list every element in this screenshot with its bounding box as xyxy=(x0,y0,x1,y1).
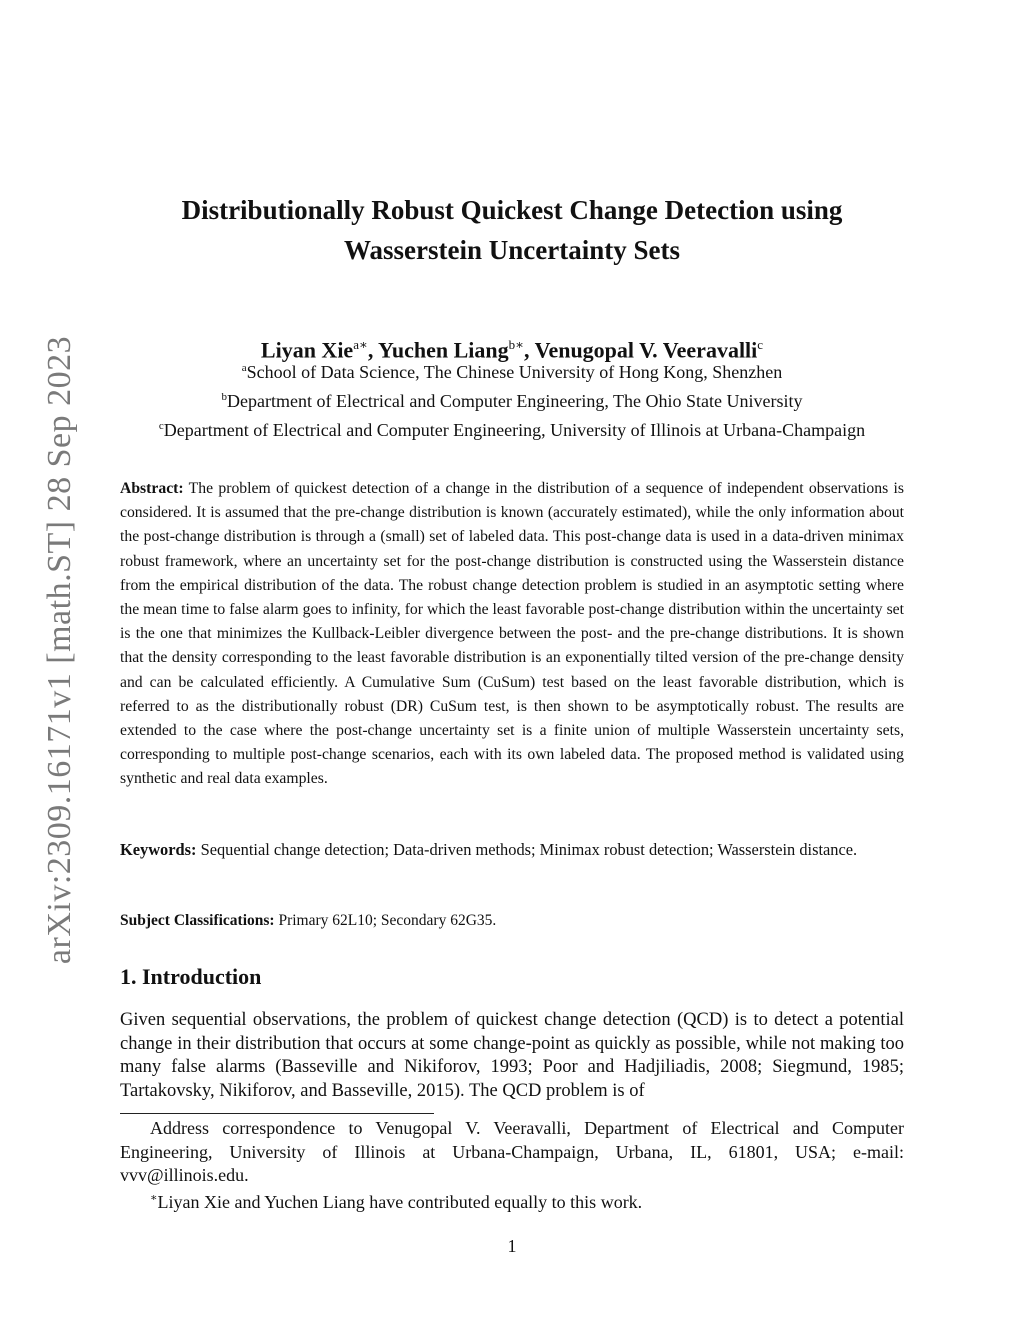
subject-classifications-text: Primary 62L10; Secondary 62G35. xyxy=(278,912,497,929)
author-affiliation-mark: a∗ xyxy=(353,337,368,352)
paper-title-line-2: Wasserstein Uncertainty Sets xyxy=(344,235,680,265)
footnote-correspondence-address: Address correspondence to Venugopal V. Veeravalli, Department of Electrical and Computer Engineering, University of Illinois at Urbana-Champaign, Urbana, IL, 61801, USA; e-mail: vvv@illinois.edu. xyxy=(120,1118,904,1185)
affiliation-mark: b xyxy=(221,391,227,403)
affiliation-mark: c xyxy=(158,420,164,432)
footnote-equal-contribution xyxy=(150,1186,904,1214)
author-affiliation-mark: c xyxy=(757,337,764,352)
subject-classifications-label: Subject Classifications: xyxy=(120,912,275,929)
abstract-label: Abstract: xyxy=(120,480,184,497)
introduction-paragraph: Given sequential observations, the problem of quickest change detection (QCD) is to detect a potential change in their distribution that occurs at some change-point as quickly as possible, while not making too many false alarms (Basseville and Nikiforov, 1993; Poor and Hadjiliadis, 2008; Siegmund, 1985; Tartakovsky, Nikiforov, and Basseville, 2015). The QCD problem is of xyxy=(120,1010,904,1101)
affiliation-mark: a xyxy=(241,362,247,374)
section-title: Introduction xyxy=(142,964,262,989)
affiliation-text: Department of Electrical and Computer Engineering, The Ohio State University xyxy=(227,391,803,411)
keywords-text: Sequential change detection; Data-driven methods; Minimax robust detection; Wasserstein distance. xyxy=(200,840,858,859)
footnote-divider xyxy=(120,1113,434,1114)
page-number: 1 xyxy=(507,1236,517,1256)
author-affiliation-mark: b∗ xyxy=(508,337,524,352)
author-name: Yuchen Liang xyxy=(378,337,509,363)
affiliation-item xyxy=(100,356,924,385)
section-heading-introduction xyxy=(120,962,261,992)
abstract xyxy=(120,477,904,792)
affiliation-text: Department of Electrical and Computer Engineering, University of Illinois at Urbana-Champaign xyxy=(163,420,866,440)
author-name: Liyan Xie xyxy=(260,337,354,363)
footnote-equal-contribution-text: Liyan Xie and Yuchen Liang have contributed equally to this work. xyxy=(157,1192,643,1212)
affiliation-item xyxy=(100,414,924,443)
author-separator: , xyxy=(523,337,535,363)
footnote-mark: ∗ xyxy=(150,1192,158,1204)
paper-title xyxy=(100,190,924,270)
arxiv-identifier-stamp: arXiv:2309.16171v1 [math.ST] 28 Sep 2023 xyxy=(41,335,78,965)
keywords xyxy=(120,838,904,862)
author-separator: , xyxy=(367,337,378,363)
affiliation-item xyxy=(100,385,924,414)
subject-classifications xyxy=(120,909,904,933)
affiliation-list xyxy=(100,356,924,443)
affiliation-text: School of Data Science, The Chinese University of Hong Kong, Shenzhen xyxy=(246,362,783,382)
paper-title-line-1: Distributionally Robust Quickest Change Detection using xyxy=(181,195,843,225)
abstract-text: The problem of quickest detection of a change in the distribution of a sequence of independent observations is considered. It is assumed that the pre-change distribution is known (accurately estimated), while the only information about the post-change distribution is through a (small) set of labeled data. This post-change data is used in a data-driven minimax robust framework, where an uncertainty set for the post-change distribution is constructed using the Wasserstein distance from the empirical distribution of the data. The robust change detection problem is studied in an asymptotic setting where the mean time to false alarm goes to infinity, for which the least favorable post-change distribution within the uncertainty set is the one that minimizes the Kullback-Leibler divergence between the post- and the pre-change distributions. It is shown that the density corresponding to the least favorable distribution is an exponentially tilted version of the pre-change density and can be calculated efficiently. A Cumulative Sum (CuSum) test based on the least favorable distribution, which is referred to as the distributionally robust (DR) CuSum test, is then shown to be asymptotically robust. The results are extended to the case where the post-change uncertainty set is a finite union of multiple Wasserstein uncertainty sets, corresponding to multiple post-change scenarios, each with its own labeled data. The proposed method is validated using synthetic and real data examples. xyxy=(120,480,905,788)
author-name: Venugopal V. Veeravalli xyxy=(534,337,758,363)
keywords-label: Keywords: xyxy=(120,840,197,859)
section-number: 1. xyxy=(120,964,137,989)
